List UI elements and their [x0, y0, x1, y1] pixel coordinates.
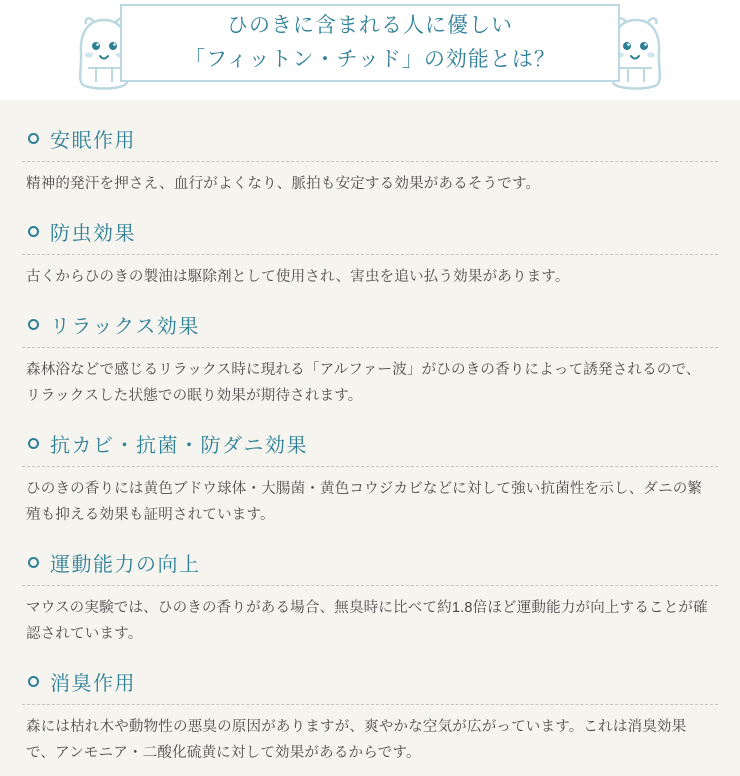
benefit-body-text: ひのきの香りには黄色ブドウ球体・大腸菌・黄色コウジカビなどに対して強い抗菌性を示し、ダニの繁殖も抑える効果も証明されています。 — [26, 481, 703, 523]
benefit-body-text: 古くからひのきの製油は駆除剤として使用され、害虫を追い払う効果があります。 — [26, 269, 570, 285]
benefit-heading — [22, 114, 718, 159]
benefit-heading — [22, 657, 718, 702]
benefit-heading — [22, 300, 718, 345]
page-title-banner — [120, 4, 620, 82]
benefit-body-text: 森林浴などで感じるリラックス時に現れる「アルファー波」がひのきの香りによって誘発されるので、リラックスした状態での眠り効果が期待されます。 — [26, 362, 701, 404]
circle-outline-icon — [28, 676, 39, 687]
circle-outline-icon — [28, 133, 39, 144]
benefit-body-text: マウスの実験では、ひのきの香りがある場合、無臭時に比べて約1.8倍ほど運動能力が向上することが確認されています。 — [26, 600, 708, 642]
benefit-title-text: 防虫効果 — [50, 223, 136, 245]
benefits-list — [0, 100, 740, 776]
benefit-section — [22, 657, 718, 772]
benefit-body-text: 精神的発汗を押さえ、血行がよくなり、脈拍も安定する効果があるそうです。 — [26, 176, 541, 192]
header-banner-area — [0, 0, 740, 100]
benefit-section — [22, 114, 718, 203]
benefit-title-text: 消臭作用 — [50, 673, 136, 695]
benefit-heading — [22, 419, 718, 464]
benefit-title-text: 抗カビ・抗菌・防ダニ効果 — [50, 435, 308, 457]
benefit-heading — [22, 207, 718, 252]
benefit-section — [22, 207, 718, 296]
benefit-title-text: 安眠作用 — [50, 130, 136, 152]
circle-outline-icon — [28, 226, 39, 237]
benefit-title-text: 運動能力の向上 — [50, 554, 201, 576]
page-title-line-2: 「フィットン・チッド」の効能とは？ — [184, 48, 556, 71]
benefit-section — [22, 419, 718, 534]
benefit-heading — [22, 538, 718, 583]
circle-outline-icon — [28, 319, 39, 330]
benefit-body-text: 森には枯れ木や動物性の悪臭の原因がありますが、爽やかな空気が広がっています。これは消臭効果で、アンモニア・二酸化硫黄に対して効果があるからです。 — [26, 719, 687, 761]
benefit-section — [22, 300, 718, 415]
page-title-line-1: ひのきに含まれる人に優しい — [227, 14, 513, 37]
benefit-section — [22, 538, 718, 653]
circle-outline-icon — [28, 438, 39, 449]
circle-outline-icon — [28, 557, 39, 568]
benefit-title-text: リラックス効果 — [50, 316, 200, 338]
